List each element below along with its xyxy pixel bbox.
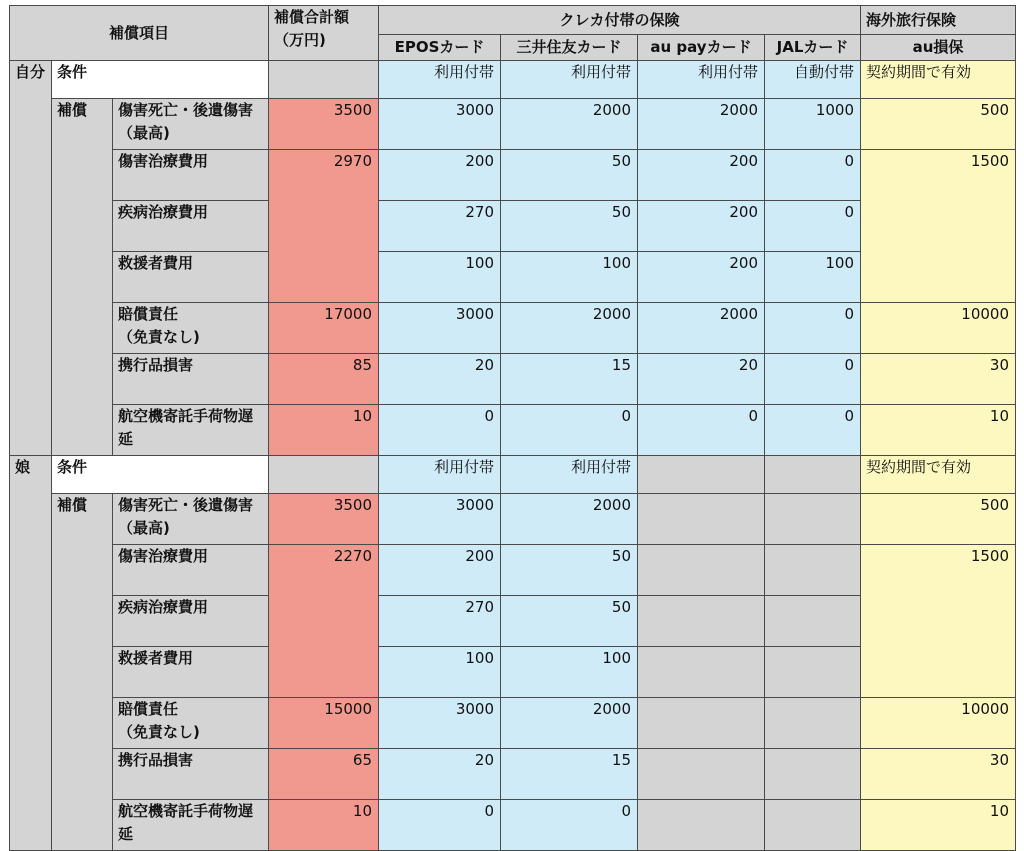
travel-value-cell: 10 <box>861 800 1016 851</box>
value-cell: 200 <box>638 201 765 252</box>
value-cell: 2000 <box>501 698 638 749</box>
coverage-item-line1: 救援者費用 <box>118 649 194 667</box>
value-cell <box>765 545 861 596</box>
travel-value-cell: 30 <box>861 749 1016 800</box>
coverage-item-label <box>113 354 269 405</box>
condition-cell: 利用付帯 <box>379 456 501 494</box>
coverage-item-line1: 航空機寄託手荷物遅 <box>118 407 254 425</box>
value-cell: 2000 <box>638 99 765 150</box>
value-cell: 15 <box>501 354 638 405</box>
total-value-cell: 15000 <box>269 698 379 749</box>
coverage-row <box>10 303 1016 354</box>
coverage-row <box>10 545 1016 596</box>
coverage-row <box>10 405 1016 456</box>
coverage-item-label <box>113 545 269 596</box>
value-cell <box>765 596 861 647</box>
header-col-epos: EPOSカード <box>379 35 501 61</box>
value-cell: 0 <box>765 201 861 252</box>
coverage-item-line2: （最高) <box>118 519 170 537</box>
travel-value-cell: 1500 <box>861 150 1016 303</box>
travel-value-cell: 10000 <box>861 303 1016 354</box>
value-cell: 200 <box>638 252 765 303</box>
value-cell: 0 <box>501 405 638 456</box>
value-cell <box>765 494 861 545</box>
travel-value-cell: 500 <box>861 494 1016 545</box>
coverage-item-line1: 賠償責任 <box>118 305 179 323</box>
coverage-item-line1: 航空機寄託手荷物遅 <box>118 802 254 820</box>
value-cell: 200 <box>379 545 501 596</box>
value-cell: 0 <box>765 303 861 354</box>
value-cell: 100 <box>379 647 501 698</box>
coverage-label: 補償 <box>52 99 113 456</box>
travel-value-cell: 500 <box>861 99 1016 150</box>
value-cell <box>638 545 765 596</box>
value-cell <box>638 800 765 851</box>
value-cell <box>765 749 861 800</box>
condition-cell: 利用付帯 <box>379 61 501 99</box>
value-cell: 270 <box>379 596 501 647</box>
header-item-label: 補償項目 <box>10 6 269 61</box>
value-cell: 2000 <box>501 494 638 545</box>
coverage-item-label <box>113 749 269 800</box>
coverage-item-line1: 傷害死亡・後遺傷害 <box>118 101 254 119</box>
coverage-item-label <box>113 303 269 354</box>
value-cell <box>765 698 861 749</box>
value-cell: 20 <box>638 354 765 405</box>
value-cell: 50 <box>501 545 638 596</box>
coverage-item-line1: 携行品損害 <box>118 751 194 769</box>
header-col-smbc: 三井住友カード <box>501 35 638 61</box>
value-cell: 2000 <box>638 303 765 354</box>
coverage-row <box>10 150 1016 201</box>
coverage-row <box>10 354 1016 405</box>
coverage-item-label <box>113 800 269 851</box>
coverage-item-label <box>113 647 269 698</box>
total-value-cell: 85 <box>269 354 379 405</box>
condition-cell: 契約期間で有効 <box>861 61 1016 99</box>
condition-cell: 利用付帯 <box>501 456 638 494</box>
value-cell: 100 <box>765 252 861 303</box>
coverage-item-label <box>113 99 269 150</box>
value-cell: 200 <box>379 150 501 201</box>
header-total-label-line2: （万円) <box>274 31 326 49</box>
total-value-cell: 10 <box>269 405 379 456</box>
value-cell: 0 <box>638 405 765 456</box>
coverage-row <box>10 800 1016 851</box>
header-card-group: クレカ付帯の保険 <box>379 6 861 35</box>
header-total-label <box>269 6 379 61</box>
coverage-item-line1: 疾病治療費用 <box>118 203 209 221</box>
coverage-row <box>10 749 1016 800</box>
coverage-item-label <box>113 405 269 456</box>
coverage-item-line1: 賠償責任 <box>118 700 179 718</box>
coverage-item-label <box>113 150 269 201</box>
value-cell: 0 <box>501 800 638 851</box>
value-cell: 3000 <box>379 303 501 354</box>
value-cell: 0 <box>379 800 501 851</box>
value-cell: 270 <box>379 201 501 252</box>
value-cell <box>638 749 765 800</box>
condition-row <box>10 61 1016 99</box>
coverage-item-line2: 延 <box>118 825 134 843</box>
value-cell: 20 <box>379 354 501 405</box>
value-cell: 0 <box>379 405 501 456</box>
person-label: 自分 <box>10 61 52 456</box>
coverage-item-line2: （最高) <box>118 124 170 142</box>
total-value-cell: 17000 <box>269 303 379 354</box>
condition-cell <box>765 456 861 494</box>
coverage-item-label <box>113 494 269 545</box>
value-cell: 3000 <box>379 698 501 749</box>
coverage-item-line2: 延 <box>118 430 134 448</box>
value-cell: 50 <box>501 150 638 201</box>
condition-label: 条件 <box>52 456 269 494</box>
value-cell: 50 <box>501 201 638 252</box>
coverage-item-label <box>113 596 269 647</box>
value-cell: 2000 <box>501 303 638 354</box>
header-col-ausonpo: au損保 <box>861 35 1016 61</box>
travel-value-cell: 10 <box>861 405 1016 456</box>
total-value-cell: 65 <box>269 749 379 800</box>
coverage-row <box>10 494 1016 545</box>
value-cell: 3000 <box>379 99 501 150</box>
total-value-cell: 2970 <box>269 150 379 303</box>
value-cell: 0 <box>765 150 861 201</box>
total-value-cell: 10 <box>269 800 379 851</box>
coverage-item-line1: 疾病治療費用 <box>118 598 209 616</box>
coverage-label: 補償 <box>52 494 113 851</box>
condition-row <box>10 456 1016 494</box>
coverage-item-label <box>113 698 269 749</box>
coverage-item-line1: 傷害治療費用 <box>118 152 209 170</box>
header-col-jal: JALカード <box>765 35 861 61</box>
coverage-item-line2: （免責なし) <box>118 723 200 741</box>
condition-total-cell <box>269 456 379 494</box>
value-cell <box>638 647 765 698</box>
value-cell: 1000 <box>765 99 861 150</box>
value-cell <box>638 596 765 647</box>
value-cell: 200 <box>638 150 765 201</box>
condition-cell: 利用付帯 <box>501 61 638 99</box>
coverage-item-line1: 携行品損害 <box>118 356 194 374</box>
total-value-cell: 3500 <box>269 99 379 150</box>
coverage-item-label <box>113 201 269 252</box>
condition-cell <box>638 456 765 494</box>
coverage-row <box>10 698 1016 749</box>
value-cell: 3000 <box>379 494 501 545</box>
travel-value-cell: 10000 <box>861 698 1016 749</box>
value-cell: 0 <box>765 354 861 405</box>
header-total-label-line1: 補償合計額 <box>274 8 350 26</box>
value-cell <box>765 647 861 698</box>
value-cell <box>765 800 861 851</box>
coverage-item-line1: 救援者費用 <box>118 254 194 272</box>
value-cell <box>638 698 765 749</box>
condition-cell: 利用付帯 <box>638 61 765 99</box>
travel-value-cell: 30 <box>861 354 1016 405</box>
value-cell: 100 <box>501 252 638 303</box>
condition-label: 条件 <box>52 61 269 99</box>
insurance-comparison-table <box>9 5 1016 851</box>
coverage-item-line1: 傷害治療費用 <box>118 547 209 565</box>
value-cell: 15 <box>501 749 638 800</box>
header-travel-group: 海外旅行保険 <box>861 6 1016 35</box>
travel-value-cell: 1500 <box>861 545 1016 698</box>
value-cell <box>638 494 765 545</box>
coverage-item-line2: （免責なし) <box>118 328 200 346</box>
condition-cell: 契約期間で有効 <box>861 456 1016 494</box>
header-col-aupay: au payカード <box>638 35 765 61</box>
coverage-row <box>10 99 1016 150</box>
person-label: 娘 <box>10 456 52 851</box>
value-cell: 100 <box>501 647 638 698</box>
value-cell: 2000 <box>501 99 638 150</box>
condition-total-cell <box>269 61 379 99</box>
condition-cell: 自動付帯 <box>765 61 861 99</box>
value-cell: 20 <box>379 749 501 800</box>
value-cell: 50 <box>501 596 638 647</box>
total-value-cell: 2270 <box>269 545 379 698</box>
value-cell: 100 <box>379 252 501 303</box>
coverage-item-line1: 傷害死亡・後遺傷害 <box>118 496 254 514</box>
total-value-cell: 3500 <box>269 494 379 545</box>
coverage-item-label <box>113 252 269 303</box>
value-cell: 0 <box>765 405 861 456</box>
